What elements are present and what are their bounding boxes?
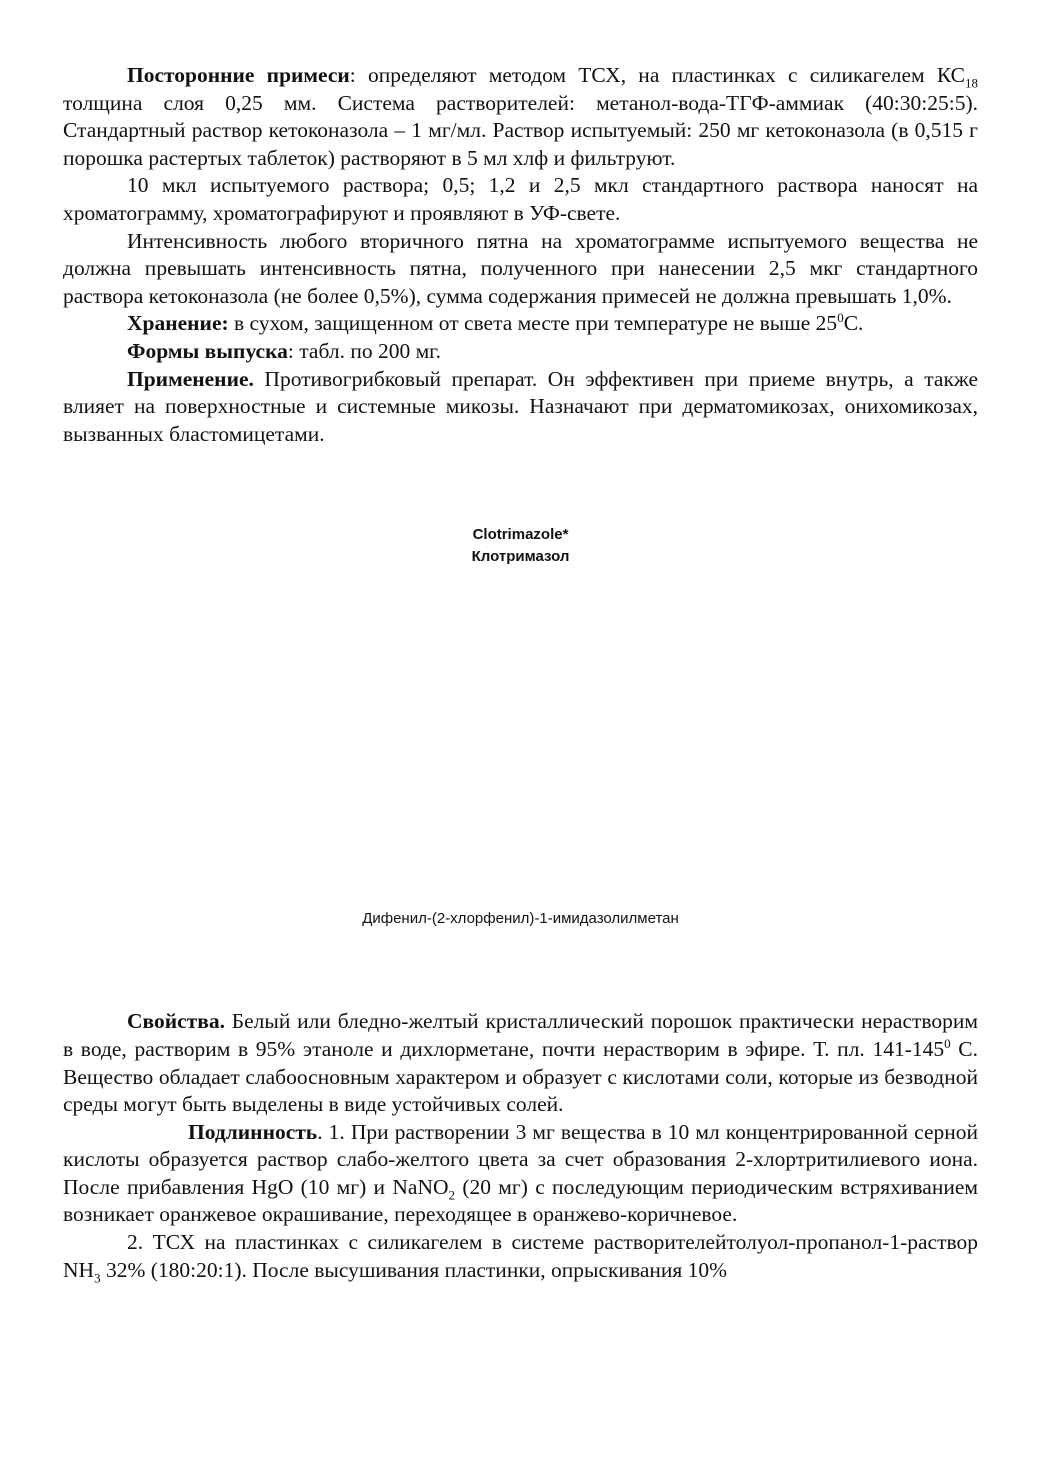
impurities-heading: Посторонние примеси	[127, 63, 350, 87]
figure-caption: Дифенил-(2-хлорфенил)-1-имидазолилметан	[362, 910, 679, 928]
identity-label: Подлинность	[188, 1119, 318, 1144]
forms-label: Формы выпуска	[127, 338, 288, 363]
forms-paragraph: Формы выпуска: табл. по 200 мг.	[127, 338, 441, 363]
structure-figure	[63, 448, 978, 1008]
properties-paragraph: Свойства. Белый или бледно-желтый кристаллический порошок практически нерастворим в воде, растворим в 95% этаноле и дихлорметане, почти нерастворим в эфире. Т. пл. $141-145^0$ С. Вещество обладает слабоосновным характером и образует с кислотами соли, которые из безводной среды могут быть выделены в виде устойчивых солей.	[63, 1009, 978, 1117]
application-paragraph: Применение. Противогрибковый препарат. Он эффективен при приеме внутрь, а также влияет на поверхностные и системные микозы. Назначают при дерматомикозах, онихомикозах, вызванных бластомицетами.	[63, 366, 978, 446]
identity-paragraph: Подлинность. 1. При растворении 3 мг вещества в 10 мл концентрированной серной кислоты образуется раствор слабо-желтого цвета за счет образования 2-хлортритилиевого иона. После прибавления HgO (10 мг) и NaNO$_2$ (20 мг) с последующим периодическим встряхиванием возникает оранжевое окрашивание, переходящее в оранжево-коричневое.	[63, 1119, 978, 1227]
properties-label: Свойства.	[127, 1009, 225, 1034]
application-label: Применение.	[127, 366, 254, 391]
storage-label: Хранение:	[127, 311, 229, 336]
impurities-paragraph-3: Интенсивность любого вторичного пятна на хроматограмме испытуемого вещества не должна превышать интенсивность пятна, полученного при нанесении 2,5 мкг стандартного раствора кетоконазола (не более 0,5%), сумма содержания примесей не должна превышать 1,0%.	[63, 228, 978, 308]
impurities-paragraph-2: 10 мкл испытуемого раствора; 0,5; 1,2 и 2,5 мкл стандартного раствора наносят на хроматограмму, хроматографируют и проявляют в УФ-свете.	[63, 173, 978, 225]
impurities-paragraph: Посторонние примеси: определяют методом ТСХ, на пластинках с силикагелем $КС_{18}$ толщина слоя 0,25 мм. Система растворителей: метанол-вода-ТГФ-аммиак (40:30:25:5). Стандартный раствор кетоконазола – 1 мг/мл. Раствор испытуемый: 250 мг кетоконазола (в 0,515 г порошка растертых таблеток) растворяют в 5 мл хлф и фильтруют.	[63, 63, 978, 170]
document-page	[63, 62, 978, 1284]
clotrimazole-structure	[63, 448, 978, 868]
figure-title-en: Clotrimazole*	[472, 526, 569, 544]
identity-paragraph-2: 2. ТСХ на пластинках с силикагелем в системе растворителейтолуол-пропанол-1-раствор $NH_3$ 32% (180:20:1). После высушивания пластинки, опрыскивания 10%	[63, 1230, 978, 1285]
figure-title-ru: Клотримазол	[471, 548, 570, 566]
storage-paragraph: Хранение: в сухом, защищенном от света месте при температуре не выше $25^0С$.	[127, 310, 864, 336]
